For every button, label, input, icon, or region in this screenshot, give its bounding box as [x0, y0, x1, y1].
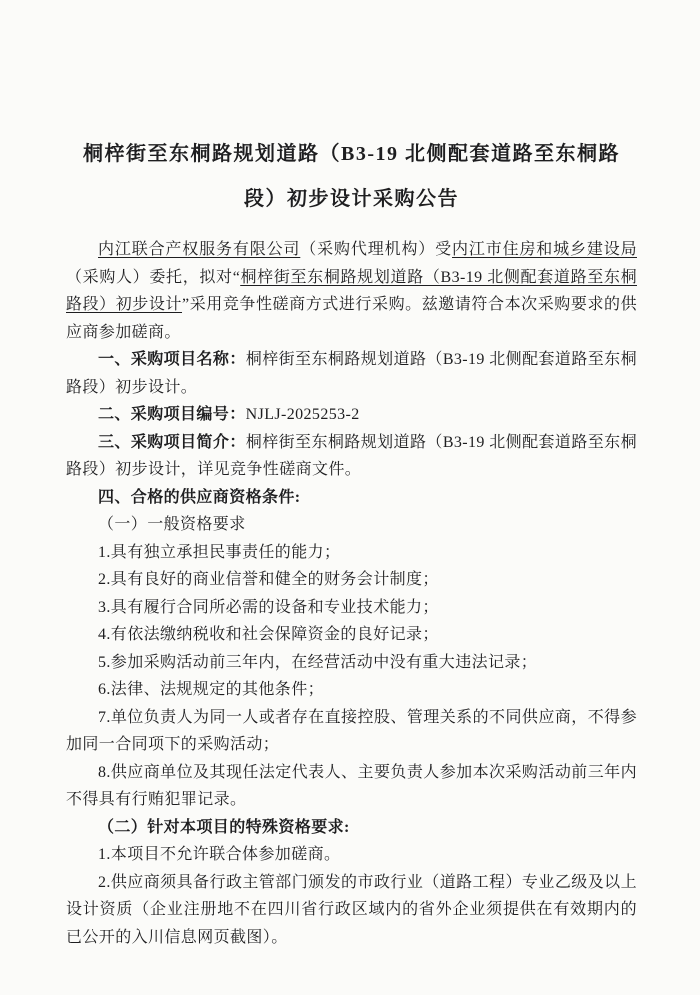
list-item: 6.法律、法规规定的其他条件； — [98, 681, 325, 698]
list-item: 2.供应商须具备行政主管部门颁发的市政行业（道路工程）专业乙级及以上设计资质（企业注册地不在四川省行政区域内的省外企业须提供在有效期内的已公开的入川信息网页截图）。 — [66, 873, 637, 946]
underlined-text: 内江市住房和城乡建设局 — [452, 241, 637, 258]
item-project-brief — [66, 429, 637, 484]
underlined-text: 桐梓街至东桐路规划道路（B3-19 北侧配套道路至东桐路段）初步设计 — [66, 268, 637, 313]
item-project-name — [66, 346, 637, 401]
item-project-brief-label: 三、采购项目简介： — [98, 433, 246, 451]
item-project-brief-text: 桐梓街至东桐路规划道路（B3-19 北侧配套道路至东桐路段）初步设计，详见竞争性磋商文件。 — [66, 433, 637, 478]
list-item: 1.具有独立承担民事责任的能力； — [98, 543, 341, 561]
item-project-number-label: 二、采购项目编号： — [98, 406, 246, 423]
general-requirements-heading: （一）一般资格要求 — [98, 516, 246, 533]
special-requirements-heading: （二）针对本项目的特殊资格要求: — [98, 818, 350, 836]
general-requirements-list — [66, 539, 637, 814]
item-project-number — [66, 401, 637, 429]
item-project-number-text: NJLJ-2025253-2 — [245, 406, 360, 423]
list-item: 5.参加采购活动前三年内，在经营活动中没有重大违法记录； — [98, 653, 538, 671]
text-segment: （采购人）委托，拟对“ — [66, 268, 241, 286]
item-qualification-heading — [66, 484, 637, 512]
text-segment: ”采用竞争性磋商方式进行采购。兹邀请符合本次采购要求的供应商参加磋商。 — [66, 296, 637, 341]
title-line-2: 段）初步设计采购公告 — [244, 188, 459, 210]
intro-paragraph — [66, 236, 637, 346]
item-project-name-label: 一、采购项目名称： — [98, 351, 246, 368]
item-qualification-heading-label: 四、合格的供应商资格条件: — [98, 488, 301, 506]
title-line-1: 桐梓街至东桐路规划道路（B3-19 北侧配套道路至东桐路 — [83, 143, 620, 165]
document-title — [66, 132, 637, 222]
text-segment: （采购代理机构）受 — [300, 241, 453, 258]
item-project-name-text: 桐梓街至东桐路规划道路（B3-19 北侧配套道路至东桐路段）初步设计。 — [66, 351, 637, 396]
underlined-text: 内江联合产权服务有限公司 — [98, 241, 301, 258]
list-item: 8.供应商单位及其现任法定代表人、主要负责人参加本次采购活动前三年内不得具有行贿犯罪记录。 — [66, 763, 637, 808]
list-item: 1.本项目不允许联合体参加磋商。 — [98, 846, 341, 863]
list-item: 7.单位负责人为同一人或者存在直接控股、管理关系的不同供应商，不得参加同一合同项下的采购活动； — [66, 708, 637, 753]
list-item: 4.有依法缴纳税收和社会保障资金的良好记录； — [98, 626, 439, 643]
list-item: 2.具有良好的商业信誉和健全的财务会计制度； — [98, 571, 439, 588]
special-requirements-list — [66, 841, 637, 951]
list-item: 3.具有履行合同所必需的设备和专业技术能力； — [98, 598, 439, 616]
